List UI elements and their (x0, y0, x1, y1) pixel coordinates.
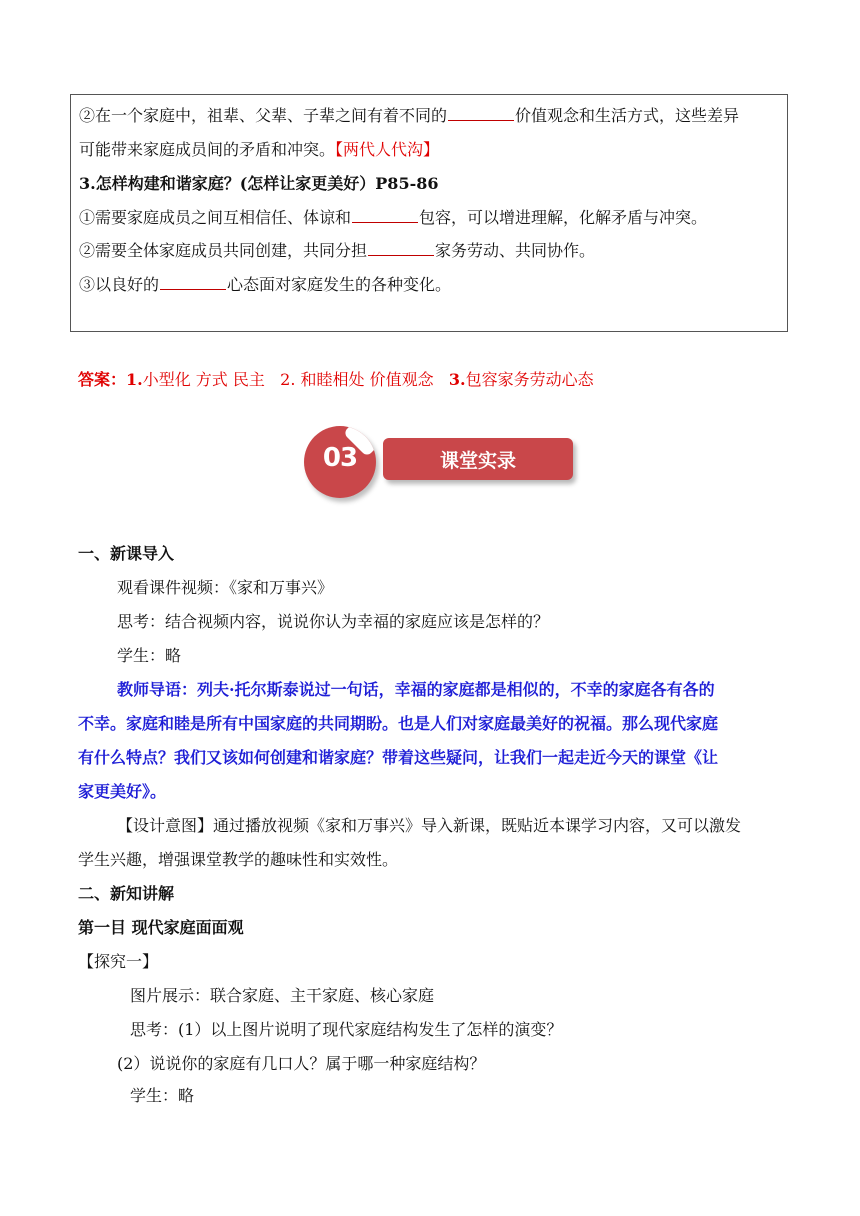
box-line-1 (79, 103, 739, 126)
box-line-6-start: ③以良好的 (79, 275, 160, 294)
box-line-4-start: ①需要家庭成员之间互相信任、体谅和 (79, 208, 352, 227)
heading-new-knowledge: 二、新知讲解 (78, 884, 175, 903)
teacher-guide-line-2: 不幸。家庭和睦是所有中国家庭的共同期盼。也是人们对家庭最美好的祝福。那么现代家庭 (78, 714, 719, 733)
fill-blank (368, 254, 434, 256)
summary-box (70, 94, 788, 332)
generation-gap-tag: 【两代人代沟】 (335, 140, 440, 159)
box-line-1-end: 价值观念和生活方式，这些差异 (515, 106, 740, 125)
pictures-line: 图片展示：联合家庭、主干家庭、核心家庭 (130, 986, 435, 1005)
teacher-guide-line-3: 有什么特点？我们又该如何创建和谐家庭？带着这些疑问，让我们一起走近今天的课堂《让 (78, 748, 719, 767)
answer-label: 答案： (78, 370, 127, 389)
section-number: 03 (322, 443, 358, 473)
section-title: 课堂实录 (439, 450, 516, 472)
box-line-6 (79, 272, 451, 295)
box-line-2-text: 可能带来家庭成员间的矛盾和冲突。 (79, 140, 336, 159)
teacher-guide-line-4: 家更美好》。 (78, 782, 167, 801)
answer-number-3: 3. (448, 370, 466, 389)
answer-part-3: 包容家务劳动心态 (465, 370, 594, 389)
answer-number-1: 1. (126, 370, 143, 389)
explore-label: 【探究一】 (78, 952, 159, 971)
box-line-5-start: ②需要全体家庭成员共同创建，共同分担 (79, 241, 368, 260)
fill-blank (160, 288, 226, 290)
answer-number-2: 2. (280, 370, 296, 389)
fill-blank (448, 119, 514, 121)
video-line: 观看课件视频：《家和万事兴》 (117, 578, 334, 597)
subheading-modern-family: 第一目 现代家庭面面观 (78, 918, 244, 937)
heading-new-lesson-intro: 一、新课导入 (78, 544, 175, 563)
box-line-4-end: 包容，可以增进理解，化解矛盾与冲突。 (419, 208, 708, 227)
box-line-1-start: ②在一个家庭中，祖辈、父辈、子辈之间有着不同的 (79, 106, 448, 125)
answer-part-2: 和睦相处 价值观念 (300, 370, 434, 389)
student-line-2: 学生：略 (130, 1086, 195, 1105)
question-2: (2）说说你的家庭有几口人？属于哪一种家庭结构？ (117, 1054, 486, 1073)
box-line-2 (79, 137, 439, 160)
box-line-5 (79, 238, 595, 261)
box-line-4 (79, 205, 707, 228)
box-line-5-end: 家务劳动、共同协作。 (435, 241, 596, 260)
teacher-guide-line-1: 教师导语：列夫·托尔斯泰说过一句话，幸福的家庭都是相似的，不幸的家庭各有各的 (117, 680, 715, 699)
fill-blank (352, 221, 418, 223)
student-line: 学生：略 (117, 646, 182, 665)
design-intent-line-1: 【设计意图】通过播放视频《家和万事兴》导入新课，既贴近本课学习内容，又可以激发 (117, 816, 742, 835)
think-line: 思考：结合视频内容，说说你认为幸福的家庭应该是怎样的？ (117, 612, 550, 631)
design-intent-line-2: 学生兴趣，增强课堂教学的趣味性和实效性。 (78, 850, 399, 869)
answer-line (78, 367, 594, 390)
answer-part-1: 小型化 方式 民主 (142, 370, 265, 389)
box-line-6-end: 心态面对家庭发生的各种变化。 (227, 275, 452, 294)
question-1: 思考：(1）以上图片说明了现代家庭结构发生了怎样的演变？ (130, 1020, 563, 1039)
box-question-3: 3.怎样构建和谐家庭？(怎样让家更美好）P85-86 (79, 174, 439, 193)
